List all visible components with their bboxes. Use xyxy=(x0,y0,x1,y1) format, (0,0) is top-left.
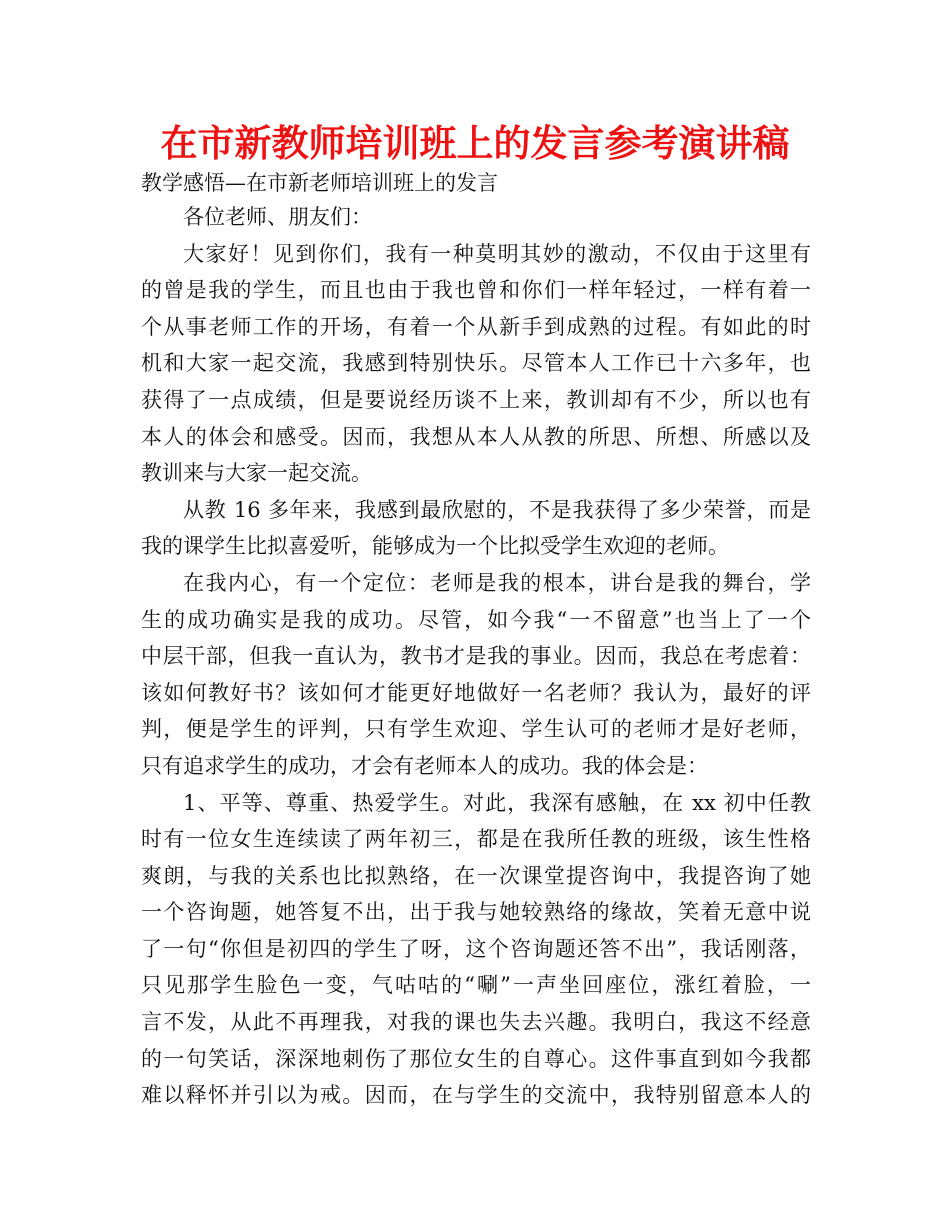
body-text-line: 只见那学生脸色一变，气咕咕的“唰”一声坐回座位，涨红着脸，一 xyxy=(141,973,811,998)
body-text-line: 生的成功确实是我的成功。尽管，如今我“一不留意”也当上了一个 xyxy=(141,607,811,632)
body-text-line: 一个咨询题，她答复不出，出于我与她较熟络的缘故，笑着无意中说 xyxy=(141,900,811,925)
body-text-line: 时有一位女生连续读了两年初三，都是在我所任教的班级，该生性格 xyxy=(141,827,811,852)
body-text-line: 言不发，从此不再理我，对我的课也失去兴趣。我明白，我这不经意 xyxy=(141,1010,811,1035)
body-text-line: 爽朗，与我的关系也比拟熟络，在一次课堂提咨询中，我提咨询了她 xyxy=(141,863,811,888)
body-text-line: 判，便是学生的评判，只有学生欢迎、学生认可的老师才是好老师， xyxy=(141,717,811,742)
body-text-line: 了一句“你但是初四的学生了呀，这个咨询题还答不出”，我话刚落， xyxy=(141,936,811,961)
document-title: 在市新教师培训班上的发言参考演讲稿 xyxy=(160,122,790,165)
body-text-line: 的曾是我的学生，而且也由于我也曾和你们一样年轻过，一样有着一 xyxy=(141,278,811,303)
body-text-line: 获得了一点成绩，但是要说经历谈不上来，教训却有不少，所以也有 xyxy=(141,387,811,412)
document-body xyxy=(141,199,811,1114)
body-text-line: 难以释怀并引以为戒。因而，在与学生的交流中，我特别留意本人的 xyxy=(141,1083,811,1108)
body-text-line: 我的课学生比拟喜爱听，能够成为一个比拟受学生欢迎的老师。 xyxy=(141,534,729,559)
body-text-line: 本人的体会和感受。因而，我想从本人从教的所思、所想、所感以及 xyxy=(141,424,811,449)
body-text-line: 的一句笑话，深深地刺伤了那位女生的自尊心。这件事直到如今我都 xyxy=(141,1046,811,1071)
body-text-line: 在我内心，有一个定位：老师是我的根本，讲台是我的舞台，学 xyxy=(183,570,811,595)
body-text-line: 机和大家一起交流，我感到特别快乐。尽管本人工作已十六多年，也 xyxy=(141,351,811,376)
body-text-line: 个从事老师工作的开场，有着一个从新手到成熟的过程。有如此的时 xyxy=(141,314,811,339)
body-text-line: 中层干部，但我一直认为，教书才是我的事业。因而，我总在考虑着： xyxy=(141,644,811,669)
document-subtitle: 教学感悟—在市新老师培训班上的发言 xyxy=(141,171,498,195)
body-text-line: 只有追求学生的成功，才会有老师本人的成功。我的体会是： xyxy=(141,753,708,778)
body-text-line: 从教 16 多年来，我感到最欣慰的，不是我获得了多少荣誉，而是 xyxy=(183,497,811,522)
body-text-line: 各位老师、朋友们： xyxy=(183,205,372,229)
body-text-line: 教训来与大家一起交流。 xyxy=(141,461,372,486)
body-text-line: 大家好！见到你们，我有一种莫明其妙的激动，不仅由于这里有 xyxy=(183,241,811,266)
body-text-line: 该如何教好书？该如何才能更好地做好一名老师？我认为，最好的评 xyxy=(141,680,811,705)
body-text-line: 1、平等、尊重、热爱学生。对此，我深有感触，在 xx 初中任教 xyxy=(183,790,811,815)
